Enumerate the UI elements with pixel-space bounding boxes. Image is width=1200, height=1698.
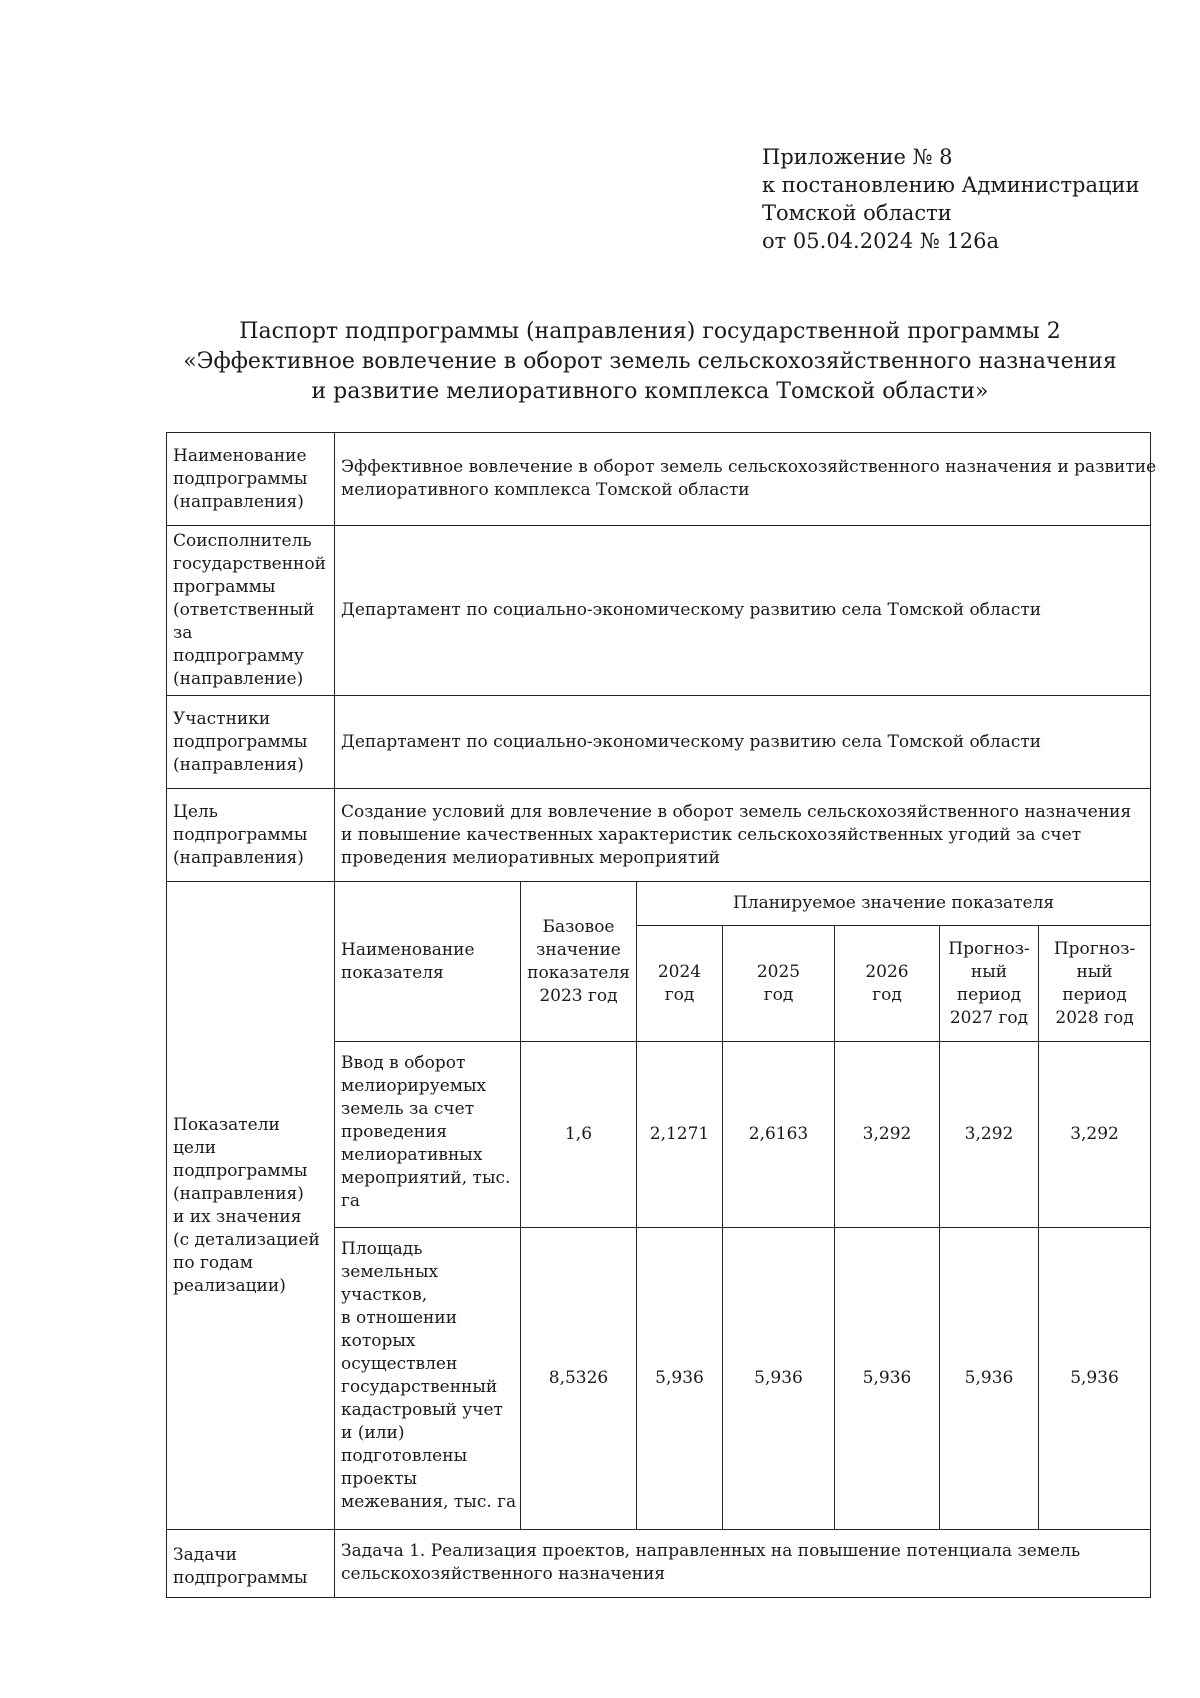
- indicator-value-base: 1,6: [521, 1042, 637, 1228]
- row-tasks: [167, 1530, 1151, 1598]
- document-title: [160, 317, 1140, 407]
- row-coexecutor: [167, 526, 1151, 696]
- value-name: Эффективное вовлечение в оборот земель сельскохозяйственного назначения и развитие мелиоративного комплекса Томской области: [335, 433, 1151, 526]
- indicators-header-top: [167, 882, 1151, 926]
- header-year-2028: Прогноз- ный период 2028 год: [1039, 926, 1151, 1042]
- header-base-value: Базовое значение показателя 2023 год: [521, 882, 637, 1042]
- header-year-2026: 2026 год: [835, 926, 940, 1042]
- passport-table: [166, 432, 1157, 1598]
- label-coexecutor: Соисполнитель государственной программы (ответственный за подпрограмму (направление): [167, 526, 335, 696]
- label-indicators: Показатели цели подпрограммы (направления) и их значения (с детализацией по годам реализации): [167, 882, 335, 1530]
- indicator-value-2024: 5,936: [637, 1228, 723, 1530]
- indicator-value-2028: 3,292: [1039, 1042, 1151, 1228]
- indicator-value-2025: 5,936: [723, 1228, 835, 1530]
- label-participants: Участники подпрограммы (направления): [167, 696, 335, 789]
- appendix-line: от 05.04.2024 № 126а: [762, 229, 999, 253]
- title-line: Паспорт подпрограммы (направления) государственной программы 2: [239, 319, 1061, 344]
- appendix-line: Томской области: [762, 201, 952, 225]
- appendix-line: Приложение № 8: [762, 145, 953, 169]
- value-tasks: Задача 1. Реализация проектов, направленных на повышение потенциала земель сельскохозяйственного назначения: [335, 1530, 1151, 1598]
- title-line: и развитие мелиоративного комплекса Томской области»: [311, 379, 989, 404]
- label-tasks: Задачи подпрограммы: [167, 1530, 335, 1598]
- row-name: [167, 433, 1151, 526]
- header-year-2024: 2024 год: [637, 926, 723, 1042]
- indicator-value-2026: 5,936: [835, 1228, 940, 1530]
- row-participants: [167, 696, 1151, 789]
- indicator-value-base: 8,5326: [521, 1228, 637, 1530]
- header-year-2025: 2025 год: [723, 926, 835, 1042]
- value-coexecutor: Департамент по социально-экономическому развитию села Томской области: [335, 526, 1151, 696]
- label-name: Наименование подпрограммы (направления): [167, 433, 335, 526]
- indicator-value-2024: 2,1271: [637, 1042, 723, 1228]
- header-indicator-name: Наименование показателя: [335, 882, 521, 1042]
- indicator-value-2027: 5,936: [940, 1228, 1039, 1530]
- appendix-line: к постановлению Администрации: [762, 173, 1140, 197]
- indicator-value-2027: 3,292: [940, 1042, 1039, 1228]
- header-year-2027: Прогноз- ный период 2027 год: [940, 926, 1039, 1042]
- indicator-value-2025: 2,6163: [723, 1042, 835, 1228]
- row-goal: [167, 789, 1151, 882]
- indicator-name: Ввод в оборот мелиорируемых земель за счет проведения мелиоративных мероприятий, тыс. га: [335, 1042, 521, 1228]
- header-planned: Планируемое значение показателя: [637, 882, 1151, 926]
- value-participants: Департамент по социально-экономическому развитию села Томской области: [335, 696, 1151, 789]
- indicator-value-2028: 5,936: [1039, 1228, 1151, 1530]
- indicator-value-2026: 3,292: [835, 1042, 940, 1228]
- appendix-block: [762, 143, 1140, 255]
- title-line: «Эффективное вовлечение в оборот земель сельскохозяйственного назначения: [183, 349, 1117, 374]
- value-goal: Создание условий для вовлечение в оборот земель сельскохозяйственного назначения и повышение качественных характеристик сельскохозяйственных угодий за счет проведения мелиоративных мероприятий: [335, 789, 1151, 882]
- indicator-name: Площадь земельных участков, в отношении которых осуществлен государственный кадастровый учет и (или) подготовлены проекты межевания, тыс. га: [335, 1228, 521, 1530]
- label-goal: Цель подпрограммы (направления): [167, 789, 335, 882]
